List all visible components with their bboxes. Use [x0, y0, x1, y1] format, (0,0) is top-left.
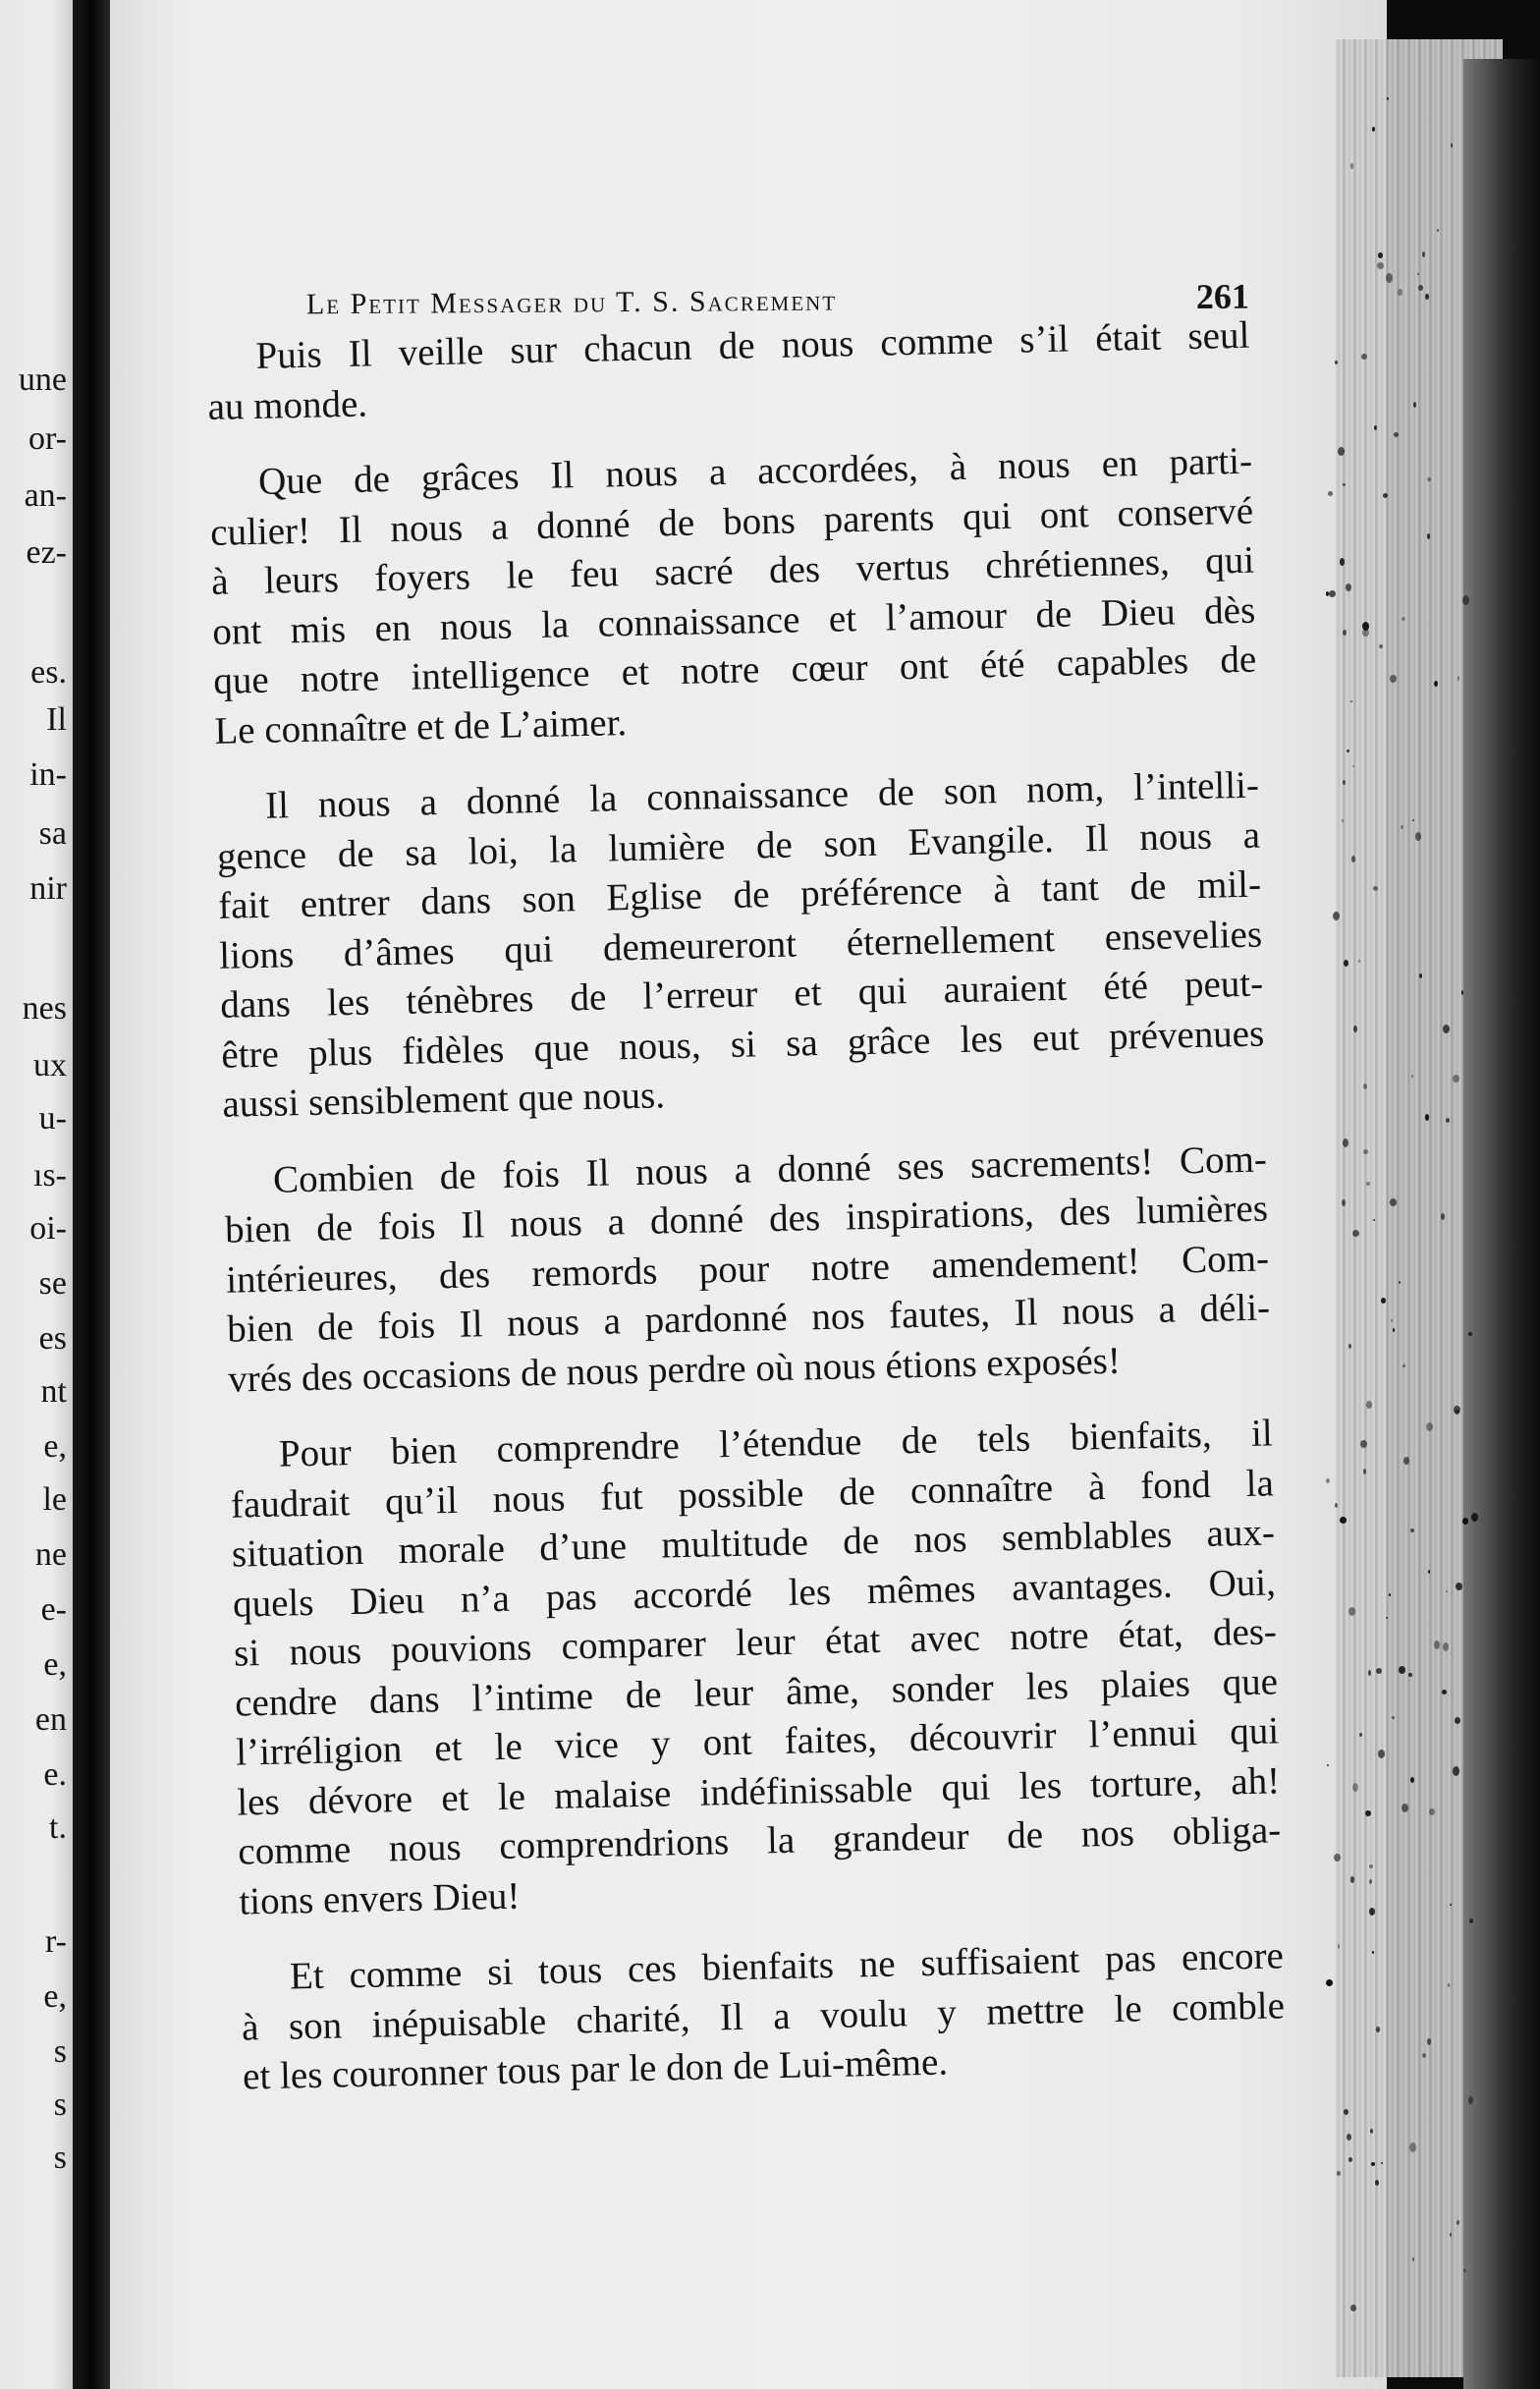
speck: [1394, 432, 1399, 437]
speck: [1366, 1401, 1372, 1409]
speck: [1387, 97, 1389, 100]
speck: [1373, 886, 1378, 891]
text-line: bien de fois Il nous a pardonné nos fautes, Il nous a déli-: [226, 1286, 1271, 1351]
speck: [1454, 1406, 1460, 1414]
text-line: Et comme si tous ces bienfaits ne suffisaient pas encore: [289, 1934, 1285, 1998]
speck: [1446, 1590, 1448, 1592]
facing-page-fragment: or-: [28, 420, 67, 457]
speck: [1468, 2096, 1473, 2104]
speck: [1450, 2233, 1452, 2237]
text-line: Combien de fois Il nous a donné ses sacrements! Com-: [272, 1138, 1268, 1201]
facing-page-fragment: es: [38, 1320, 67, 1357]
speck: [1461, 990, 1463, 995]
speck: [1462, 1518, 1468, 1525]
speck: [1362, 622, 1369, 631]
speck: [1359, 1733, 1362, 1737]
speck: [1337, 2171, 1341, 2176]
speck: [1350, 163, 1353, 169]
speck: [1402, 617, 1405, 621]
text-line: intérieures, des remords pour notre amendement! Com-: [225, 1237, 1270, 1302]
text-line: à son inépuisable charité, Il a voulu y mettre le comble: [241, 1983, 1286, 2049]
speck: [1342, 1199, 1346, 1206]
speck: [1347, 2134, 1351, 2140]
speck: [1350, 1876, 1354, 1883]
text-line: faudrait qu’il nous fut possible de connaître à fond la: [230, 1461, 1275, 1527]
speck: [1351, 856, 1355, 862]
text-line: Puis Il veille sur chacun de nous comme s’il était seul: [255, 313, 1250, 377]
facing-page-fragment: e.: [43, 1756, 67, 1793]
speck: [1348, 1344, 1351, 1349]
speck: [1375, 2180, 1379, 2186]
speck: [1457, 2220, 1459, 2225]
speck: [1335, 1503, 1338, 1508]
speck: [1378, 1750, 1385, 1758]
text-line: que notre intelligence et notre cœur ont été capables de: [212, 638, 1257, 702]
speck: [1335, 361, 1338, 364]
speck: [1343, 780, 1346, 785]
facing-page-fragment: e-: [40, 1591, 67, 1628]
speck: [1410, 1777, 1414, 1783]
speck: [1429, 1808, 1435, 1815]
speck: [1338, 1944, 1340, 1949]
speck: [1408, 1673, 1412, 1677]
text-line: Que de grâces Il nous a accordées, à nous en parti-: [257, 439, 1253, 503]
facing-page-fragment: s: [53, 2033, 67, 2070]
facing-page-fragment: s: [53, 2139, 67, 2176]
paragraph: [175, 1135, 1272, 1406]
speck: [1376, 2027, 1380, 2032]
page-edges-shadow: [1463, 59, 1540, 2389]
speck: [1412, 819, 1414, 821]
text-line: gence de sa loi, la lumière de son Evangile. Il nous a: [216, 813, 1261, 878]
speck: [1373, 1219, 1375, 1221]
facing-page-fragment: nes: [22, 990, 67, 1027]
text-line: l’irréligion et le vice y ont faites, découvrir l’ennui qui: [235, 1709, 1280, 1774]
paragraph: [160, 437, 1258, 757]
speck: [1368, 1670, 1371, 1676]
speck: [1350, 2305, 1356, 2311]
speck: [1427, 2038, 1431, 2045]
book-gutter: [73, 0, 112, 2389]
facing-page-fragment: nt: [40, 1373, 67, 1410]
speck: [1401, 825, 1403, 829]
speck: [1434, 681, 1438, 687]
facing-page-fragment: e,: [43, 1978, 67, 2015]
facing-page-fragment: u-: [38, 1100, 67, 1137]
speck: [1360, 1440, 1367, 1448]
speck: [1419, 973, 1422, 978]
facing-page-fragment: e,: [43, 1646, 67, 1683]
speck: [1366, 1182, 1370, 1186]
text-line: les dévore et le malaise indéfinissable qui les torture, ah!: [236, 1758, 1281, 1824]
speck: [1344, 2109, 1348, 2115]
speck: [1417, 273, 1419, 275]
speck: [1352, 1783, 1358, 1792]
speck: [1425, 1114, 1429, 1121]
speck: [1426, 1422, 1433, 1431]
text-line: Pour bien comprendre l’étendue de tels bienfaits, il: [278, 1412, 1274, 1475]
facing-page-fragment: ıs-: [33, 1157, 67, 1194]
speck: [1340, 558, 1345, 566]
text-line: Le connaître et de L’aimer.: [214, 700, 628, 752]
speck: [1377, 262, 1384, 269]
speck: [1411, 1075, 1413, 1078]
text-line: ont mis en nous la connaissance et l’amour de Dieu dès: [211, 588, 1256, 653]
speck: [1372, 127, 1375, 132]
speck: [1402, 1804, 1408, 1812]
text-line: comme nous comprendrions la grandeur de nos obliga-: [237, 1808, 1282, 1873]
speck: [1386, 1617, 1388, 1619]
speck: [1374, 425, 1377, 430]
speck: [1363, 1469, 1366, 1474]
speck: [1326, 1478, 1330, 1483]
facing-page-fragment: sa: [38, 815, 67, 852]
speck: [1376, 1668, 1382, 1674]
text-line: si nous pouvions comparer leur état avec notre état, des-: [233, 1610, 1278, 1675]
speck: [1343, 1139, 1348, 1147]
facing-page-fragment: e,: [43, 1428, 67, 1465]
facing-page-fragment: le: [42, 1481, 67, 1518]
speck: [1342, 819, 1344, 822]
speck: [1365, 1810, 1371, 1816]
facing-page-fragment: s: [53, 2086, 67, 2123]
speck: [1383, 493, 1388, 498]
speck: [1443, 1642, 1449, 1651]
speck: [1403, 1457, 1409, 1465]
facing-page-text-fragments: [0, 0, 73, 2389]
speck: [1469, 1918, 1473, 1923]
facing-page-fragment: es.: [30, 654, 67, 691]
text-line: au monde.: [207, 382, 368, 428]
speck: [1369, 1864, 1373, 1868]
speck: [1348, 1607, 1355, 1616]
paragraph: [180, 1409, 1282, 1927]
speck: [1463, 2269, 1466, 2272]
speck: [1372, 1951, 1374, 1954]
speck: [1437, 229, 1439, 232]
text-line: être plus fidèles que nous, si sa grâce les eut prévenues: [220, 1012, 1265, 1077]
facing-page-edge: [0, 0, 73, 2389]
speck: [1390, 675, 1397, 683]
text-line: quels Dieu n’a pas accordé les mêmes avantages. Oui,: [232, 1560, 1277, 1626]
facing-page-fragment: an-: [24, 477, 67, 514]
speck: [1427, 477, 1431, 481]
speck: [1378, 252, 1383, 258]
facing-page-fragment: Il: [46, 701, 67, 738]
speck: [1391, 1319, 1393, 1322]
speck: [1326, 591, 1329, 596]
speck: [1389, 1593, 1391, 1596]
speck: [1381, 1298, 1386, 1304]
page-number: 261: [1195, 276, 1250, 317]
speck: [1448, 1983, 1450, 1987]
speck: [1343, 630, 1347, 636]
speck: [1386, 273, 1393, 283]
speck: [1399, 1281, 1401, 1284]
speck: [1334, 1854, 1341, 1861]
text-line: bien de fois Il nous a donné des inspirations, des lumières: [224, 1187, 1269, 1251]
facing-page-fragment: oi-: [29, 1210, 67, 1247]
speck: [1352, 1230, 1359, 1237]
speck: [1346, 583, 1351, 591]
text-line: vrés des occasions de nous perdre où nous étions exposés!: [227, 1339, 1122, 1401]
speck: [1399, 1666, 1405, 1674]
speck: [1393, 1328, 1395, 1332]
speck: [1422, 2053, 1426, 2058]
speck: [1422, 251, 1425, 257]
speck: [1328, 491, 1333, 496]
speck: [1450, 1904, 1452, 1906]
speck: [1347, 750, 1349, 752]
speck: [1453, 1766, 1459, 1776]
facing-page-fragment: ez-: [26, 534, 67, 571]
speck: [1327, 1764, 1329, 1766]
speck: [1458, 676, 1459, 681]
speck: [1344, 960, 1348, 967]
speck: [1358, 960, 1360, 963]
speck: [1410, 1528, 1414, 1532]
speck: [1348, 2157, 1352, 2162]
speck: [1369, 1908, 1375, 1916]
text-line: à leurs foyers le feu sacré des vertus chrétiennes, qui: [210, 538, 1255, 603]
facing-page-fragment: nir: [29, 870, 67, 907]
speck: [1409, 2142, 1416, 2152]
speck: [1398, 289, 1402, 296]
facing-page-fragment: r-: [45, 1923, 67, 1960]
speck: [1329, 590, 1336, 597]
speck: [1352, 765, 1354, 767]
speck: [1471, 1513, 1478, 1522]
speck: [1451, 143, 1453, 147]
speck: [1353, 1026, 1357, 1032]
speck: [1415, 832, 1421, 841]
running-head-title: Le Petit Messager du T. S. Sacrement: [305, 284, 838, 321]
paragraph: [192, 1931, 1287, 2103]
speck: [1340, 1517, 1347, 1524]
text-line: tions envers Dieu!: [238, 1874, 521, 1923]
facing-page-fragment: ne: [34, 1536, 67, 1573]
speck: [1381, 2162, 1383, 2164]
facing-page-fragment: t.: [49, 1809, 67, 1846]
speck: [1453, 1075, 1459, 1083]
speck: [1363, 1083, 1367, 1089]
speck: [1361, 354, 1367, 360]
speck: [1370, 2129, 1373, 2134]
speck: [1442, 1690, 1447, 1695]
speck: [1392, 1716, 1395, 1719]
paragraph: [167, 761, 1266, 1132]
speck: [1350, 700, 1352, 702]
text-line: fait entrer dans son Eglise de préférence à tant de mil-: [217, 862, 1262, 927]
text-line: aussi sensiblement que nous.: [221, 1074, 666, 1126]
facing-page-fragment: en: [34, 1701, 67, 1738]
speck: [1427, 533, 1430, 539]
speck: [1363, 1149, 1368, 1154]
speck: [1428, 1570, 1430, 1574]
speck: [1443, 1025, 1450, 1033]
speck: [1425, 294, 1429, 300]
speck: [1402, 1364, 1405, 1367]
text-line: et les couronner tous par le don de Lui-même.: [242, 2040, 949, 2098]
speck: [1462, 595, 1469, 605]
text-line: Il nous a donné la connaissance de son nom, l’intelli-: [264, 763, 1260, 827]
facing-page-fragment: se: [38, 1265, 67, 1302]
speck: [1333, 912, 1340, 920]
facing-page-fragment: une: [18, 361, 67, 398]
speck: [1379, 644, 1383, 648]
speck: [1455, 1717, 1460, 1724]
text-line: lions d’âmes qui demeureront éternellement ensevelies: [218, 913, 1263, 977]
facing-page-fragment: ux: [33, 1047, 67, 1083]
speck: [1468, 1332, 1472, 1336]
facing-page-fragment: in-: [29, 756, 67, 793]
speck: [1413, 402, 1416, 408]
speck: [1326, 1979, 1333, 1986]
speck: [1390, 1198, 1397, 1206]
speck: [1369, 1879, 1372, 1884]
speck: [1338, 447, 1345, 456]
text-line: culier! Il nous a donné de bons parents qui ont conservé: [209, 489, 1254, 554]
speck: [1418, 285, 1423, 291]
text-line: cendre dans l’intime de leur âme, sonder les plaies que: [234, 1659, 1279, 1725]
speck: [1456, 1583, 1462, 1590]
speck: [1343, 483, 1346, 486]
body-text: [157, 311, 1287, 2130]
speck: [1371, 2162, 1375, 2166]
speck: [1441, 1213, 1445, 1220]
speck: [1412, 2257, 1414, 2261]
text-line: situation morale d’une multitude de nos semblables aux-: [231, 1511, 1276, 1576]
speck: [1434, 1640, 1440, 1649]
speck: [1446, 1118, 1450, 1123]
text-line: dans les ténèbres de l’erreur et qui auraient été peut-: [219, 962, 1264, 1027]
